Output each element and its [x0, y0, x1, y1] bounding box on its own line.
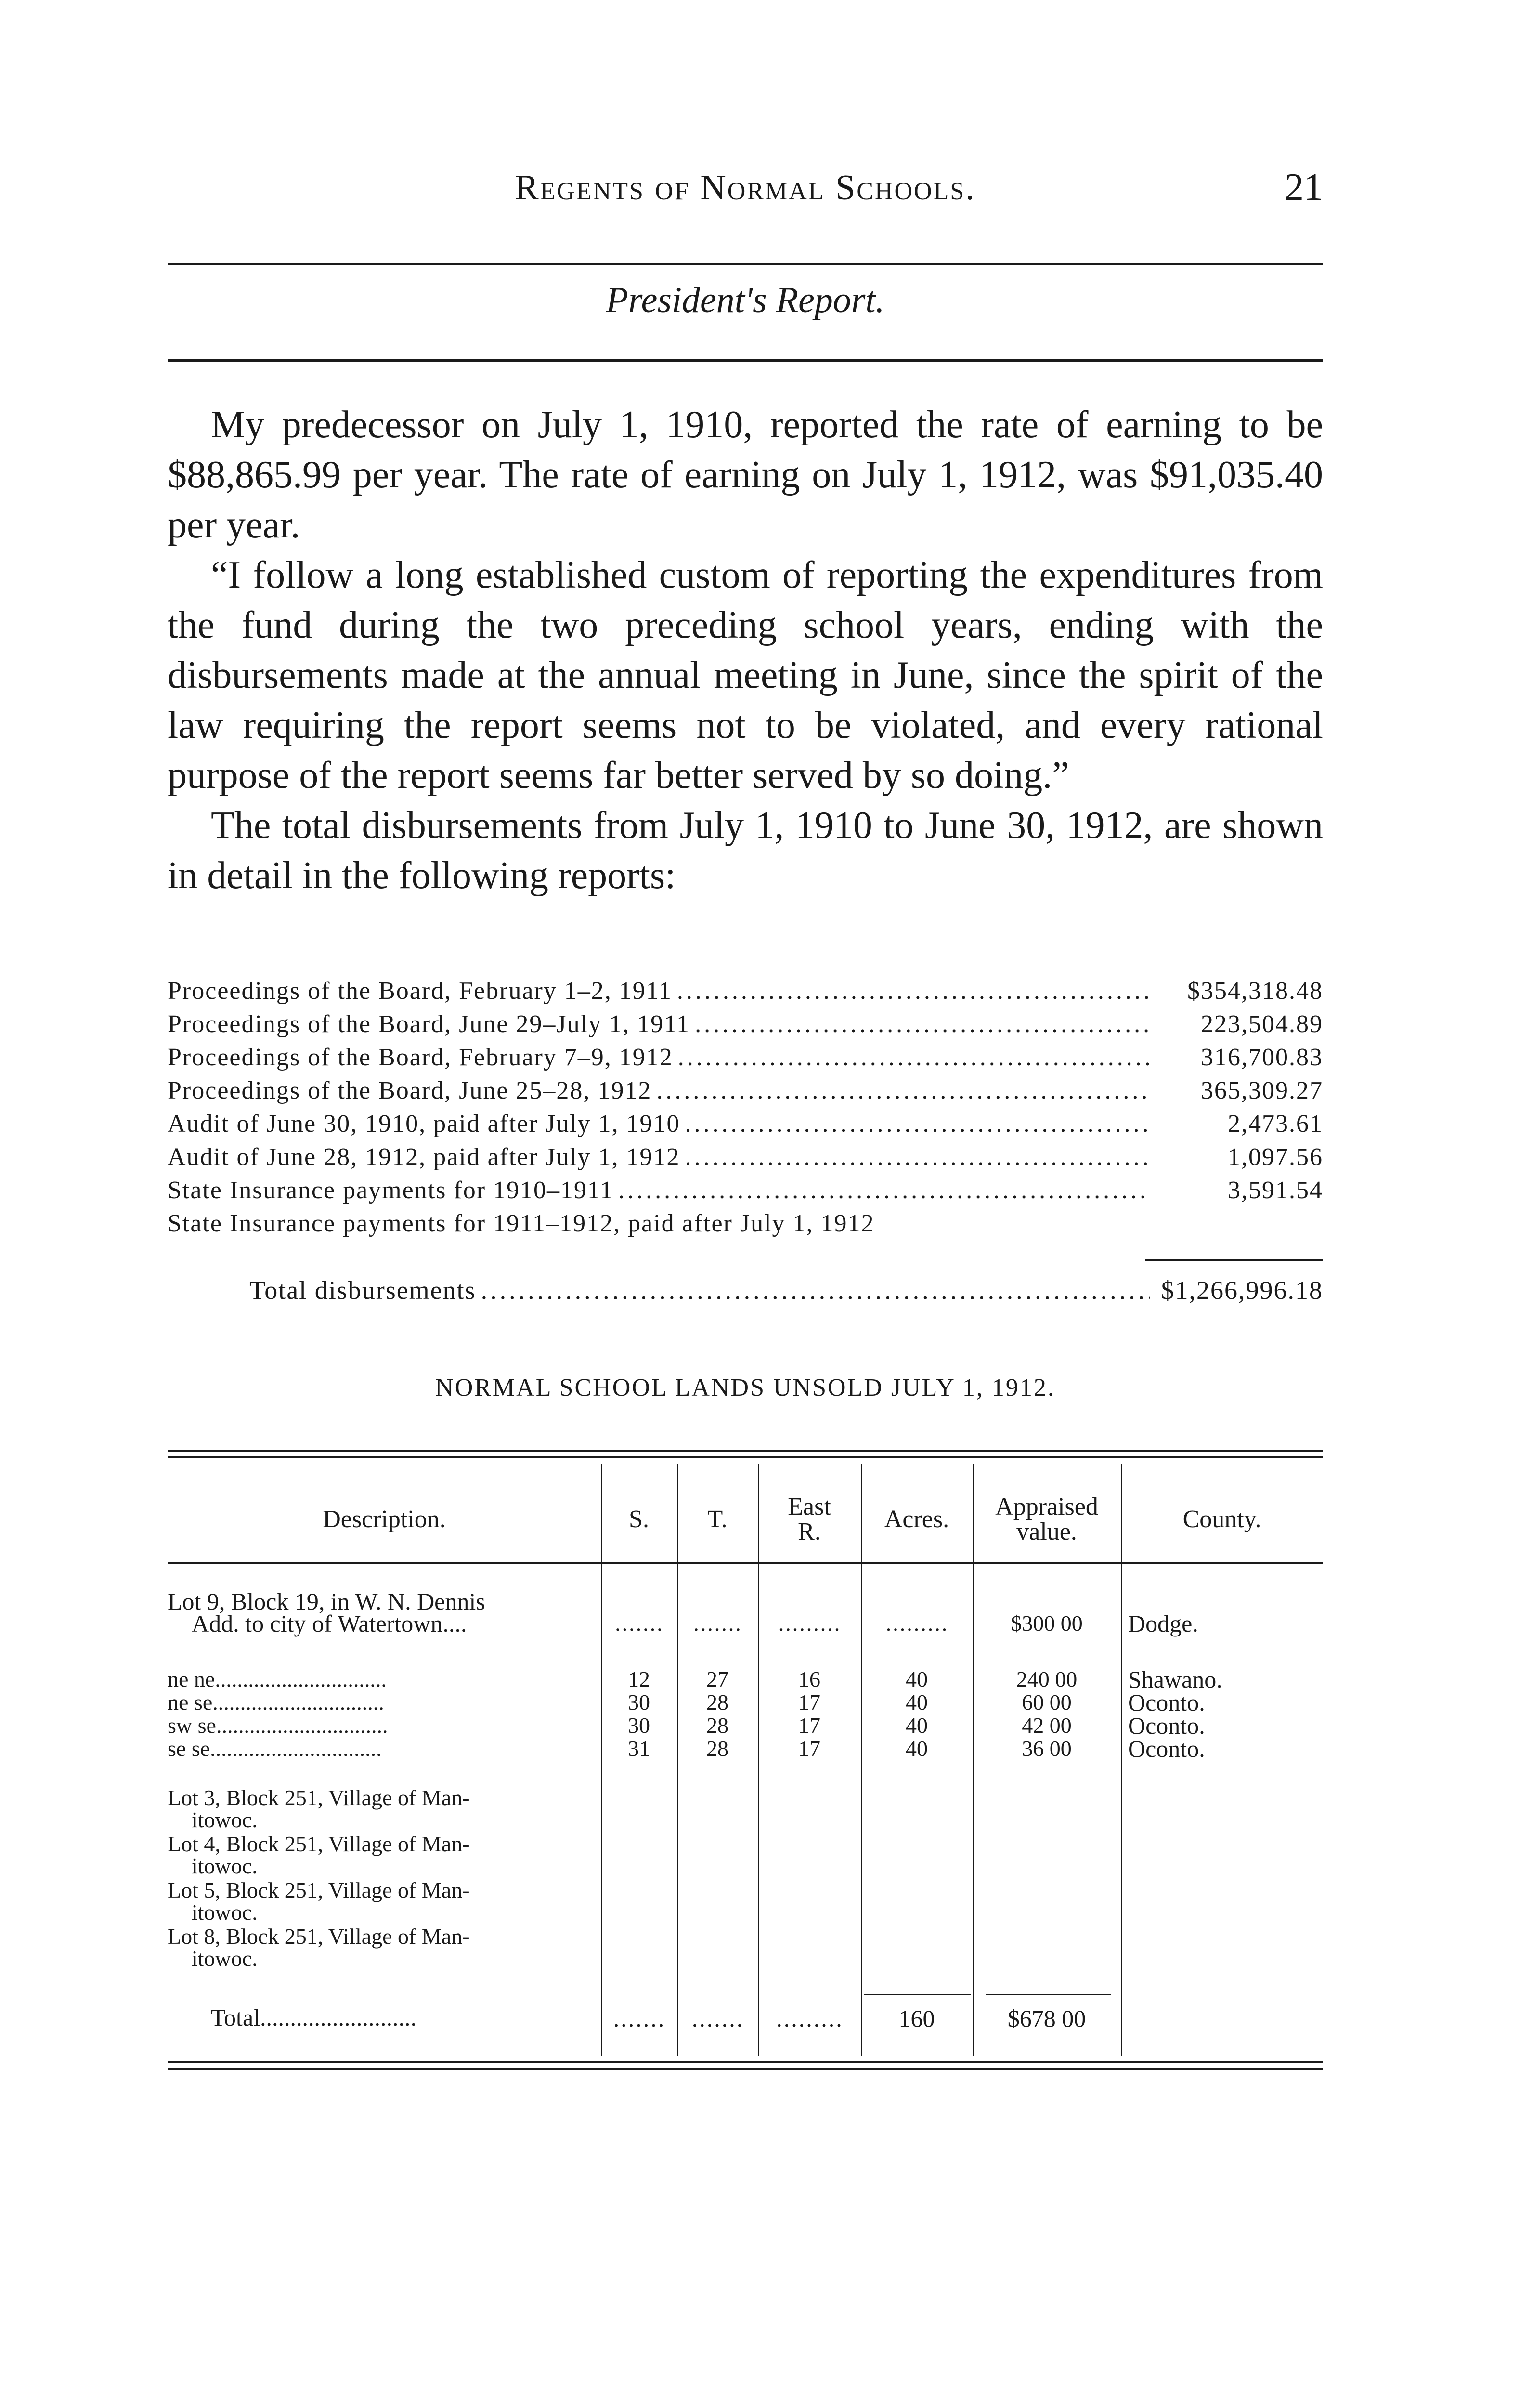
- table-row: [168, 1714, 1323, 1737]
- row-description: se se...............................: [168, 1736, 382, 1761]
- header-rule-bottom: [168, 359, 1323, 362]
- row-description: ne se...............................: [168, 1690, 384, 1714]
- row-county: Shawano.: [1128, 1666, 1222, 1693]
- row-section: 30: [628, 1690, 650, 1714]
- running-header: [168, 159, 1323, 212]
- header-acres: Acres.: [884, 1505, 949, 1533]
- row-value: 240 00: [1016, 1667, 1078, 1691]
- total-label-text: Total: [211, 2004, 260, 2031]
- row-range: 17: [798, 1690, 820, 1714]
- description-line: itowoc.: [192, 1946, 258, 1971]
- description-line: itowoc.: [192, 1900, 258, 1924]
- description-line: Add. to city of Watertown....: [192, 1610, 467, 1637]
- disbursement-label: Audit of June 30, 1910, paid after July 1, 1910: [168, 1110, 680, 1138]
- disbursement-row: [168, 1143, 1323, 1176]
- header-range-line2: R.: [798, 1518, 821, 1545]
- disbursement-amount: 365,309.27: [1201, 1077, 1323, 1104]
- row-section: 30: [628, 1713, 650, 1738]
- paragraph: “I follow a long established custom of reporting the expenditures from the fund during the two preceding school years, ending with the disbursements made at the annual meeting in June, since the spirit of the law requiring the report seems not to be violated, and every rational purpose of the report seems far better served by so doing.”: [168, 554, 1323, 797]
- description-line: ne ne: [168, 1667, 215, 1691]
- header-range-line1: East: [788, 1493, 831, 1520]
- disbursement-amount: 316,700.83: [1201, 1044, 1323, 1071]
- header-range: [758, 1479, 861, 1560]
- table-rule: [168, 2061, 1323, 2063]
- total-rule: [1145, 1259, 1323, 1261]
- description-line: Lot 4, Block 251, Village of Man-: [168, 1832, 470, 1856]
- disbursement-amount: 3,591.54: [1228, 1177, 1323, 1204]
- row-value: 36 00: [1022, 1736, 1072, 1761]
- disbursement-label: State Insurance payments for 1910–1911: [168, 1177, 614, 1204]
- disbursement-total-amount: $1,266,996.18: [1161, 1276, 1323, 1305]
- total-acres: 160: [898, 2005, 935, 2032]
- disbursement-amount: 2,473.61: [1228, 1110, 1323, 1138]
- description-line: itowoc.: [192, 1807, 258, 1832]
- row-acres: 40: [906, 1690, 928, 1714]
- total-value: $678 00: [1007, 2005, 1086, 2032]
- disbursement-label: Proceedings of the Board, June 29–July 1, 1911: [168, 1010, 690, 1038]
- running-title: Regents of Normal Schools.: [515, 168, 976, 208]
- disbursement-row: [168, 1076, 1323, 1110]
- disbursement-row: [168, 977, 1323, 1010]
- row-description: [168, 1879, 601, 1924]
- table-row: [168, 1879, 1323, 1924]
- table-rule: [168, 2068, 1323, 2070]
- disbursement-amount: 223,504.89: [1201, 1010, 1323, 1038]
- subtotal-rule: [864, 1994, 971, 1995]
- header-township: T.: [707, 1505, 728, 1533]
- table-row: Lot 9, Block 19, in W. N. Dennis Add. to city of Watertown.... ....... ....... ......... ......... $300 00 Dodge.: [168, 1588, 1198, 1637]
- row-range: 17: [798, 1713, 820, 1738]
- paragraph: The total disbursements from July 1, 1910 to June 30, 1912, are shown in detail in the following reports:: [168, 804, 1323, 897]
- disbursement-amount: $354,318.48: [1187, 977, 1323, 1005]
- disbursement-row: [168, 1176, 1323, 1209]
- table-total-row: Total.......................... ....... ....... ......... 160 $678 00: [168, 2006, 1323, 2031]
- description-line: se se: [168, 1736, 210, 1761]
- header-county: County.: [1182, 1505, 1261, 1533]
- row-section: 12: [628, 1667, 650, 1691]
- disbursement-label: Proceedings of the Board, February 7–9, 1912: [168, 1044, 673, 1071]
- table-rule: [168, 1562, 1323, 1564]
- disbursement-total-row: [249, 1275, 1323, 1305]
- row-township: 28: [706, 1713, 728, 1738]
- row-township: 28: [706, 1736, 728, 1761]
- table-row: [168, 1833, 1323, 1877]
- row-range: 17: [798, 1736, 820, 1761]
- row-section: 31: [628, 1736, 650, 1761]
- table-row: [168, 1666, 1323, 1693]
- description-line: itowoc.: [192, 1854, 258, 1878]
- disbursement-row: [168, 1043, 1323, 1076]
- disbursement-label: State Insurance payments for 1911–1912, paid after July 1, 1912: [168, 1210, 875, 1237]
- description-line: ne se: [168, 1690, 213, 1714]
- table-rule: [168, 1450, 1323, 1452]
- disbursement-total-label: Total disbursements: [249, 1276, 476, 1305]
- disbursement-label: Proceedings of the Board, February 1–2, 1911: [168, 977, 672, 1005]
- row-description: ne ne...............................: [168, 1667, 387, 1691]
- row-township: 28: [706, 1690, 728, 1714]
- row-county: Oconto.: [1128, 1735, 1205, 1762]
- disbursement-amount: 1,097.56: [1228, 1143, 1323, 1171]
- disbursement-label: Audit of June 28, 1912, paid after July 1, 1912: [168, 1143, 680, 1171]
- row-description: [168, 1833, 601, 1877]
- row-acres: 40: [906, 1667, 928, 1691]
- table-row: [168, 1691, 1323, 1714]
- page-number: 21: [1285, 166, 1323, 209]
- body-text: [168, 400, 1323, 901]
- disbursement-row: [168, 1209, 1323, 1243]
- description-line: Lot 9, Block 19, in W. N. Dennis: [168, 1588, 485, 1615]
- section-heading: President's Report.: [606, 280, 885, 320]
- row-county: Oconto.: [1128, 1689, 1205, 1716]
- lands-table-title: NORMAL SCHOOL LANDS UNSOLD JULY 1, 1912.: [435, 1374, 1055, 1401]
- header-appraised-line2: value.: [1016, 1518, 1077, 1545]
- document-page: [168, 0, 1323, 2408]
- row-township: 27: [706, 1667, 728, 1691]
- paragraph: My predecessor on July 1, 1910, reported the rate of earning to be $88,865.99 per year. The rate of earning on July 1, 1912, was $91,035.40 per year.: [168, 404, 1323, 546]
- total-label: Total..........................: [211, 2004, 417, 2031]
- row-value: $300 00: [1011, 1611, 1083, 1636]
- table-row: [168, 1787, 1323, 1831]
- lands-table: [168, 1450, 1323, 2076]
- row-description: [168, 1590, 601, 1635]
- row-acres: 40: [906, 1736, 928, 1761]
- disbursement-list: [168, 977, 1323, 1243]
- row-description: [168, 1787, 601, 1831]
- row-description: sw se...............................: [168, 1713, 388, 1738]
- table-row: [168, 1735, 1323, 1762]
- header-rule-top: [168, 263, 1323, 265]
- description-line: Lot 8, Block 251, Village of Man-: [168, 1924, 470, 1949]
- subtotal-rule: [986, 1994, 1111, 1995]
- description-line: Lot 5, Block 251, Village of Man-: [168, 1878, 470, 1902]
- row-description: [168, 1925, 601, 1970]
- row-range: 16: [798, 1667, 820, 1691]
- row-acres: 40: [906, 1713, 928, 1738]
- disbursement-label: Proceedings of the Board, June 25–28, 1912: [168, 1077, 652, 1104]
- header-appraised-line1: Appraised: [995, 1493, 1098, 1520]
- disbursement-row: [168, 1010, 1323, 1043]
- header-description: Description.: [323, 1505, 446, 1533]
- row-value: 60 00: [1022, 1690, 1072, 1714]
- description-line: sw se: [168, 1713, 216, 1738]
- row-value: 42 00: [1022, 1713, 1072, 1738]
- row-county: Oconto.: [1128, 1712, 1205, 1739]
- table-row: [168, 1925, 1323, 1970]
- description-line: Lot 3, Block 251, Village of Man-: [168, 1785, 470, 1810]
- header-section: S.: [629, 1505, 649, 1533]
- table-rule: [168, 1456, 1323, 1458]
- disbursement-row: [168, 1110, 1323, 1143]
- header-appraised-value: [973, 1479, 1121, 1560]
- row-county: Dodge.: [1128, 1610, 1198, 1637]
